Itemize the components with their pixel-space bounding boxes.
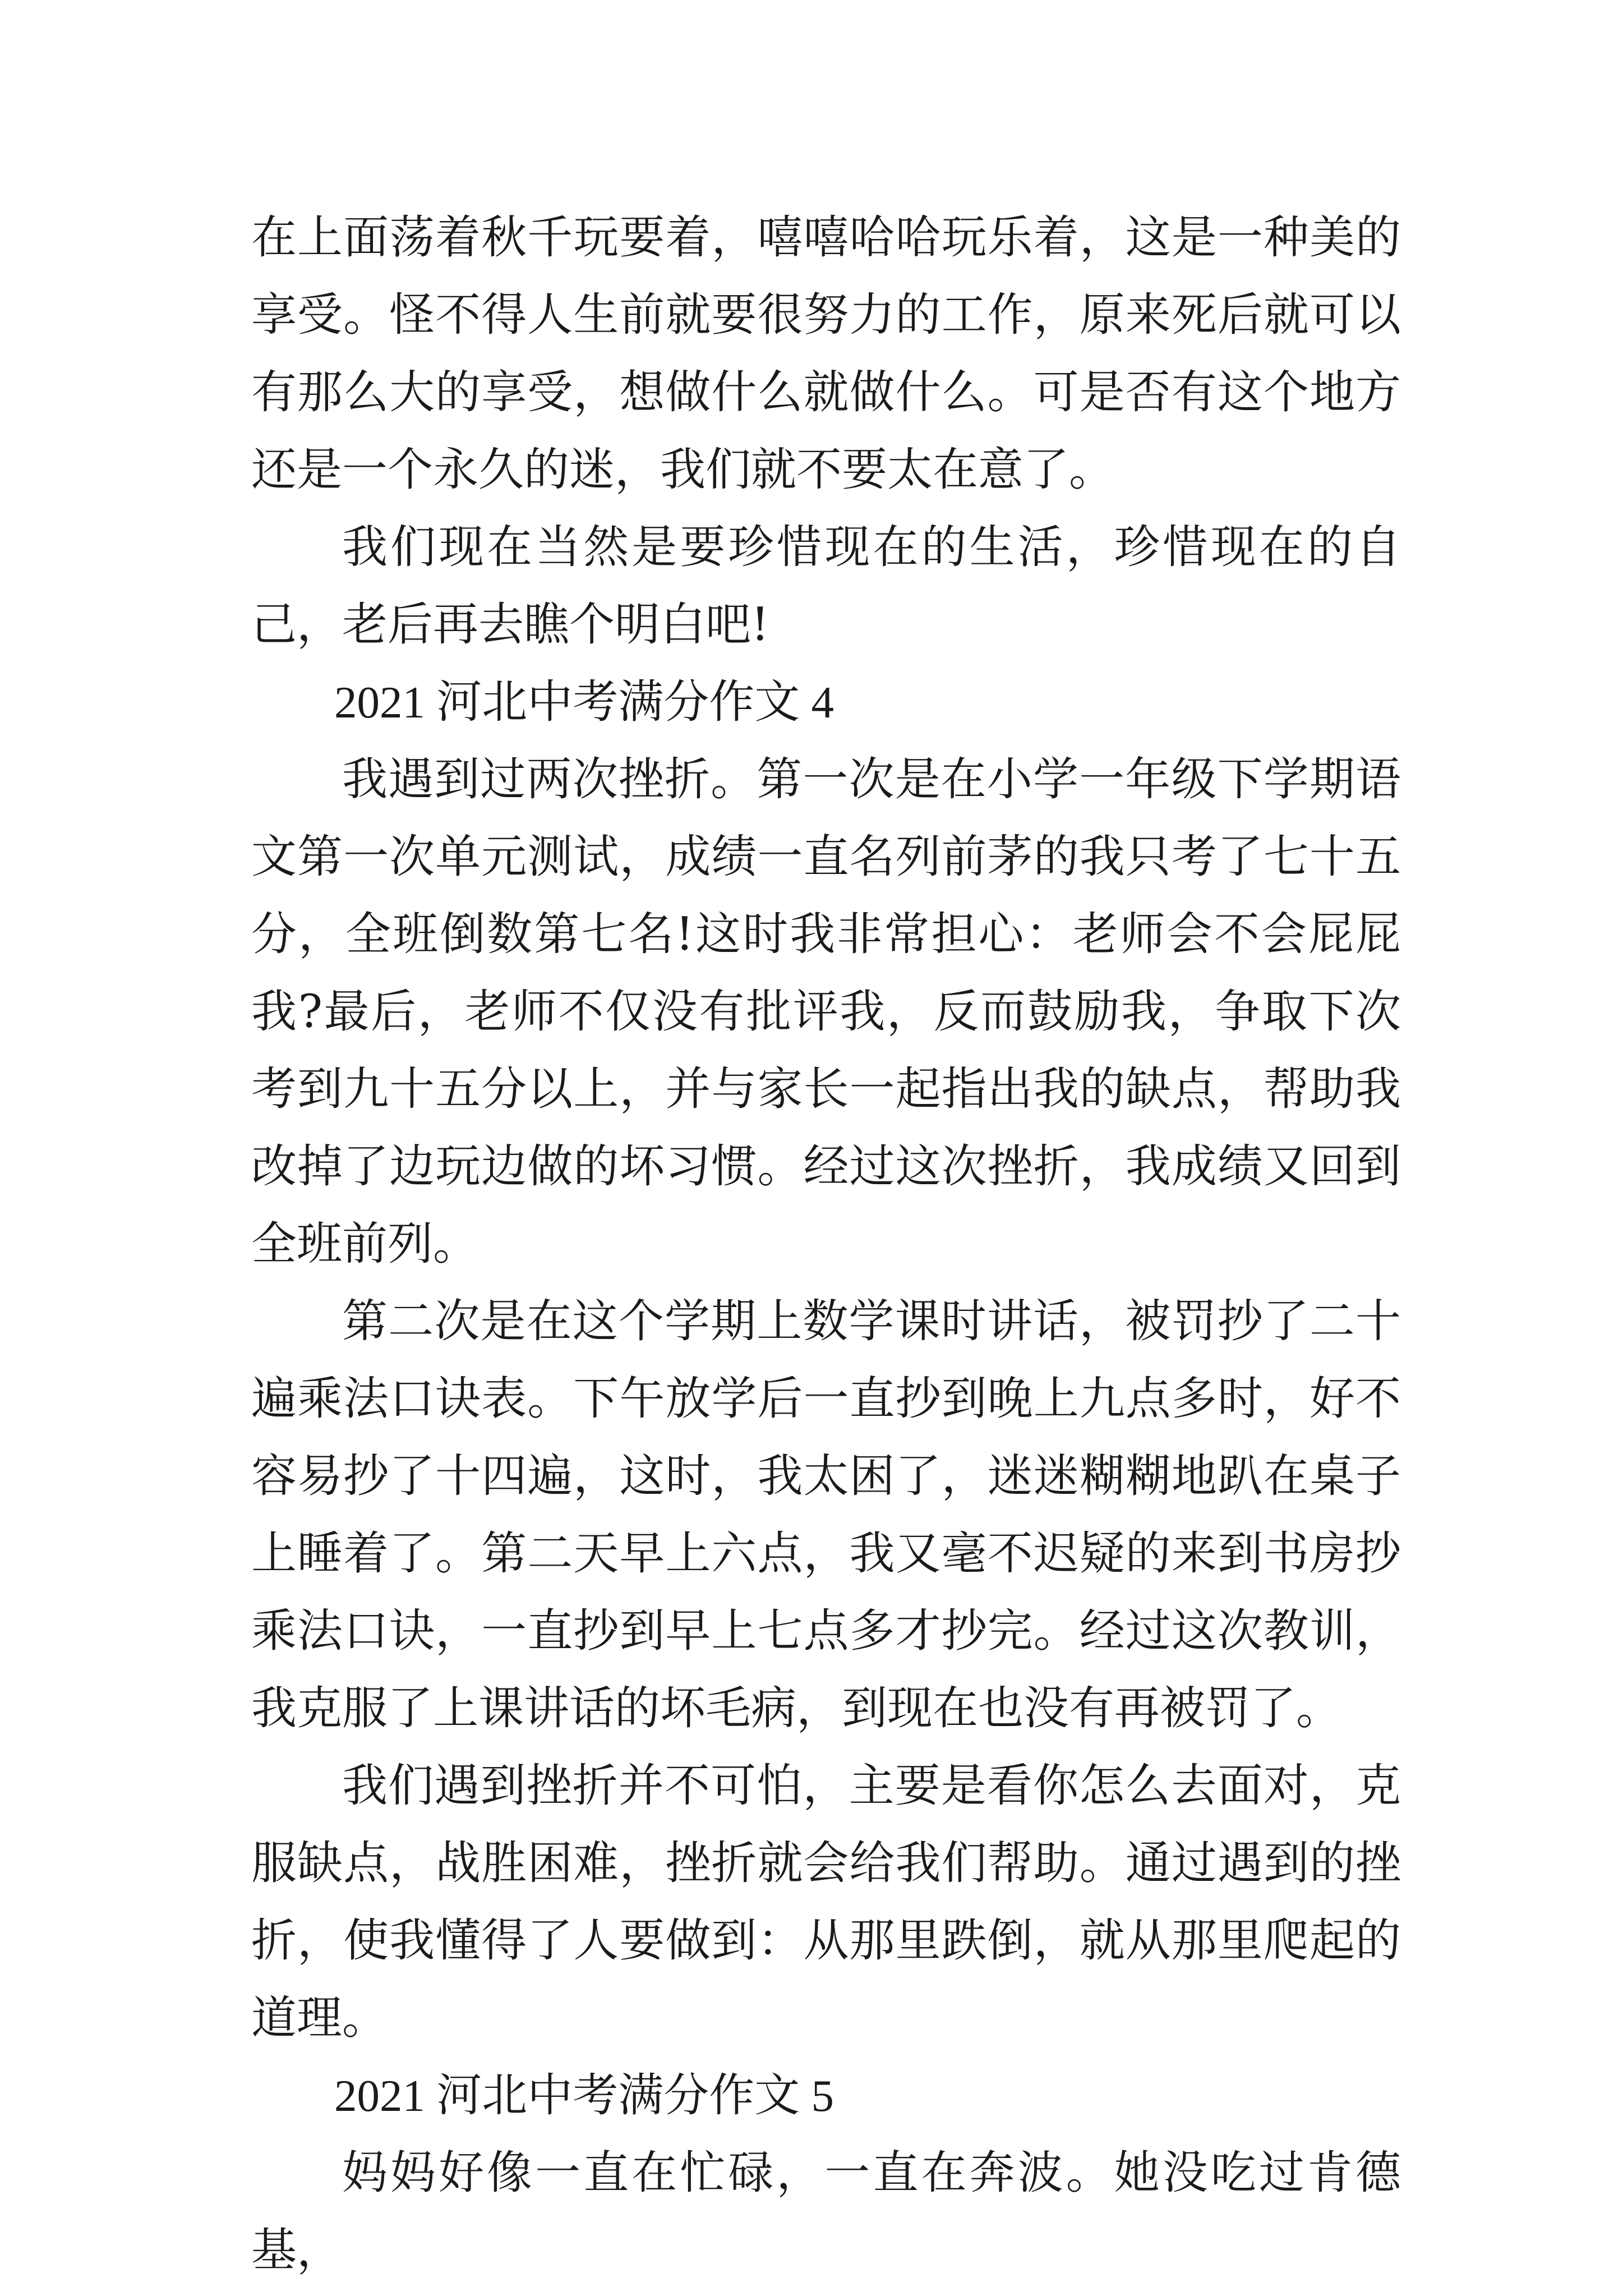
document-body — [251, 199, 1401, 2289]
paragraph: 妈妈好像一直在忙碌，一直在奔波。她没吃过肯德基， — [251, 2147, 1401, 2277]
essay-heading: 2021 河北中考满分作文 5 — [334, 2070, 834, 2121]
essay-heading: 2021 河北中考满分作文 4 — [334, 677, 834, 728]
paragraph: 我遇到过两次挫折。第一次是在小学一年级下学期语文第一次单元测试，成绩一直名列前茅的我只考了七十五分，全班倒数第七名!这时我非常担心：老师会不会屁屁我?最后，老师不仅没有批评我，反而鼓励我，争取下次考到九十五分以上，并与家长一起指出我的缺点，帮助我改掉了边玩边做的坏习惯。经过这次挫折，我成绩又回到全班前列。 — [251, 753, 1401, 1271]
paragraph-continuation: 在上面荡着秋千玩要着，嘻嘻哈哈玩乐着，这是一种美的享受。怪不得人生前就要很努力的工作，原来死后就可以有那么大的享受，想做什么就做什么。可是否有这个地方还是一个永久的迷，我们就不要太在意了。 — [251, 211, 1401, 496]
paragraph: 我们遇到挫折并不可怕，主要是看你怎么去面对，克服缺点，战胜困难，挫折就会给我们帮助。通过遇到的挫折，使我懂得了人要做到：从那里跌倒，就从那里爬起的道理。 — [251, 1760, 1401, 2045]
paragraph: 第二次是在这个学期上数学课时讲话，被罚抄了二十遍乘法口诀表。下午放学后一直抄到晚上九点多时，好不容易抄了十四遍，这时，我太困了，迷迷糊糊地趴在桌子上睡着了。第二天早上六点，我又毫不迟疑的来到书房抄乘法口诀，一直抄到早上七点多才抄完。经过这次教训，我克服了上课讲话的坏毛病，到现在也没有再被罚了。 — [251, 1295, 1401, 1735]
paragraph: 我们现在当然是要珍惜现在的生活，珍惜现在的自己，老后再去瞧个明白吧! — [251, 521, 1401, 651]
